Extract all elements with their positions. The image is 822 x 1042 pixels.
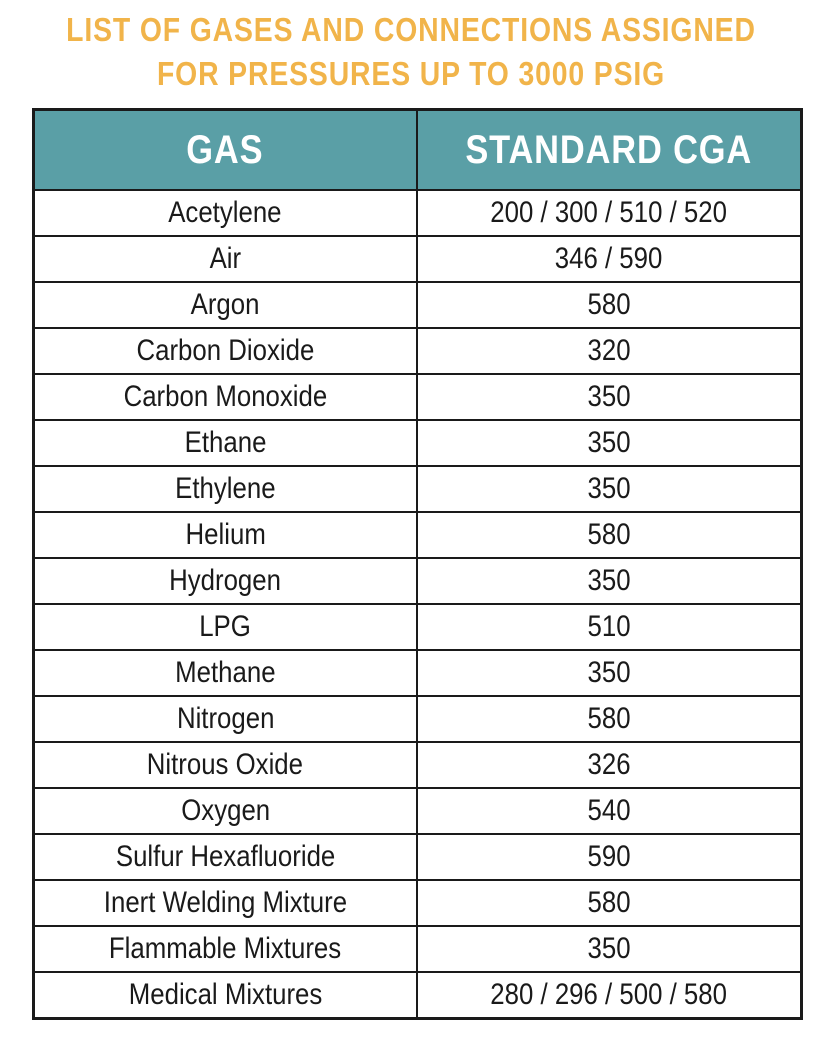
gas-name-cell: Acetylene <box>34 190 417 236</box>
table-row <box>34 282 802 328</box>
table-row <box>34 972 802 1019</box>
cga-connection-cell: 320 <box>417 328 802 374</box>
table-row <box>34 696 802 742</box>
gas-name-cell: Argon <box>34 282 417 328</box>
table-header-row <box>34 110 802 191</box>
table-row <box>34 742 802 788</box>
table-row <box>34 650 802 696</box>
cga-connection-cell: 326 <box>417 742 802 788</box>
table-row <box>34 190 802 236</box>
title-line-1: LIST OF GASES AND CONNECTIONS ASSIGNED <box>66 11 756 48</box>
gas-name-cell: Carbon Monoxide <box>34 374 417 420</box>
cga-connection-cell: 580 <box>417 696 802 742</box>
cga-connection-cell: 580 <box>417 512 802 558</box>
gas-name-cell: Nitrogen <box>34 696 417 742</box>
table-row <box>34 374 802 420</box>
cga-connection-cell: 540 <box>417 788 802 834</box>
page-title <box>58 8 765 96</box>
cga-connection-cell: 350 <box>417 420 802 466</box>
cga-connection-cell: 510 <box>417 604 802 650</box>
table-row <box>34 466 802 512</box>
cga-connection-cell: 350 <box>417 558 802 604</box>
gas-name-cell: Medical Mixtures <box>34 972 417 1019</box>
cga-connection-cell: 280 / 296 / 500 / 580 <box>417 972 802 1019</box>
gas-name-cell: Ethylene <box>34 466 417 512</box>
table-row <box>34 328 802 374</box>
gas-name-cell: Sulfur Hexafluoride <box>34 834 417 880</box>
table-row <box>34 926 802 972</box>
table-row <box>34 880 802 926</box>
cga-connection-cell: 590 <box>417 834 802 880</box>
cga-connection-cell: 580 <box>417 880 802 926</box>
gas-name-cell: Helium <box>34 512 417 558</box>
table-row <box>34 420 802 466</box>
table-row <box>34 236 802 282</box>
table-row <box>34 558 802 604</box>
cga-connection-cell: 200 / 300 / 510 / 520 <box>417 190 802 236</box>
gas-name-cell: Nitrous Oxide <box>34 742 417 788</box>
gas-name-cell: Carbon Dioxide <box>34 328 417 374</box>
table-row <box>34 834 802 880</box>
column-header-gas: GAS <box>34 110 417 191</box>
table-row <box>34 512 802 558</box>
cga-connection-cell: 580 <box>417 282 802 328</box>
cga-connection-cell: 350 <box>417 926 802 972</box>
table-body <box>34 190 802 1019</box>
table-row <box>34 604 802 650</box>
gas-name-cell: Hydrogen <box>34 558 417 604</box>
gas-name-cell: Inert Welding Mixture <box>34 880 417 926</box>
cga-connection-cell: 350 <box>417 650 802 696</box>
gas-name-cell: Flammable Mixtures <box>34 926 417 972</box>
cga-connection-cell: 350 <box>417 374 802 420</box>
gas-connections-table <box>32 108 803 1020</box>
gas-name-cell: Oxygen <box>34 788 417 834</box>
cga-connection-cell: 346 / 590 <box>417 236 802 282</box>
title-line-2: FOR PRESSURES UP TO 3000 PSIG <box>156 55 666 92</box>
cga-connection-cell: 350 <box>417 466 802 512</box>
gas-name-cell: Methane <box>34 650 417 696</box>
gas-name-cell: LPG <box>34 604 417 650</box>
table-row <box>34 788 802 834</box>
column-header-standard-cga: STANDARD CGA <box>417 110 802 191</box>
gas-name-cell: Ethane <box>34 420 417 466</box>
gas-name-cell: Air <box>34 236 417 282</box>
